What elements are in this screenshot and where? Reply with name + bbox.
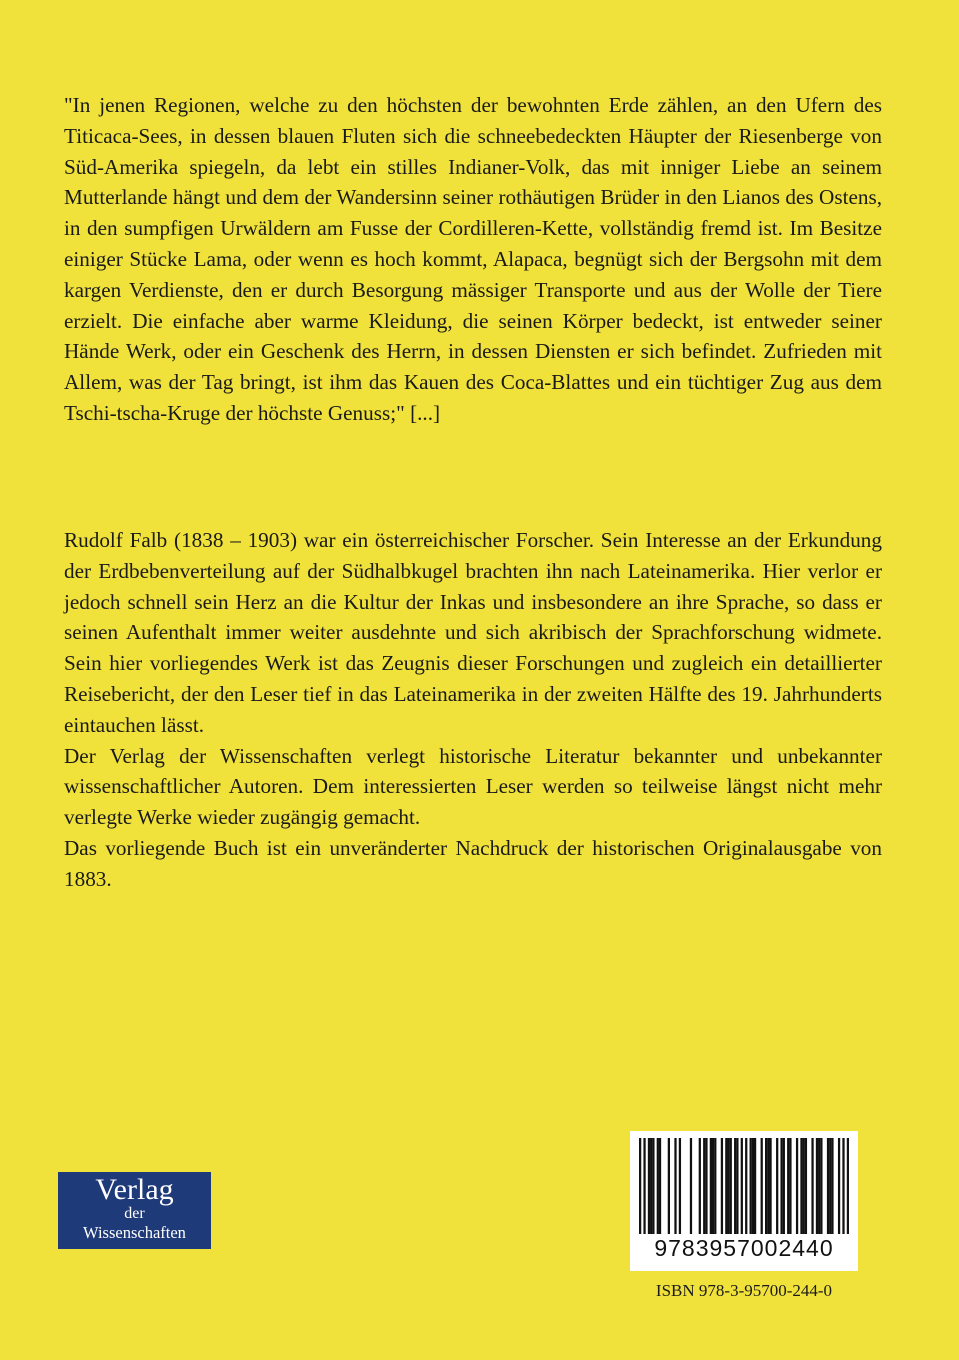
- publisher-logo: [58, 1172, 211, 1249]
- author-description: Rudolf Falb (1838 – 1903) war ein österreichischer Forscher. Sein Interesse an der Erkundung der Erdbebenverteilung auf der Südhalbkugel brachten ihn nach Lateinamerika. Hier verlor er jedoch schnell sein Herz an die Kultur der Inkas und insbesondere an ihre Sprache, so dass er seinen Aufenthalt immer weiter ausdehnte und sich akribisch der Sprachforschung widmete. Sein hier vorliegendes Werk ist das Zeugnis dieser Forschungen und zugleich ein detaillierter Reisebericht, der den Leser tief in das Lateinamerika in der zweiten Hälfte des 19. Jahrhunderts eintauchen lässt.: [64, 528, 882, 737]
- barcode-digits: 9783957002440: [654, 1235, 834, 1261]
- barcode-bar: [820, 1138, 822, 1234]
- barcode-bar: [674, 1138, 676, 1234]
- barcode-bar: [789, 1138, 791, 1234]
- barcode-bar: [831, 1138, 833, 1234]
- barcode-bar: [652, 1138, 654, 1234]
- barcode-bar: [787, 1138, 789, 1234]
- barcode-bar: [725, 1138, 727, 1234]
- barcode-bar: [752, 1138, 754, 1234]
- barcode-bar: [699, 1138, 701, 1234]
- barcode-bar: [750, 1138, 752, 1234]
- barcode-bar: [800, 1138, 802, 1234]
- barcode-bar: [734, 1138, 736, 1234]
- barcode-bar: [838, 1138, 840, 1234]
- reprint-note: Das vorliegende Buch ist ein unveränderter Nachdruck der historischen Originalausgabe von 1883.: [64, 835, 882, 891]
- barcode-bar: [796, 1138, 798, 1234]
- barcode-bar: [745, 1138, 747, 1234]
- logo-line-der: der: [124, 1205, 145, 1222]
- barcode-bar: [811, 1138, 813, 1234]
- description-block: [64, 525, 882, 895]
- barcode-bar: [714, 1138, 716, 1234]
- barcode-bar: [650, 1138, 652, 1234]
- barcode-bar: [721, 1138, 723, 1234]
- barcode-bar: [783, 1138, 785, 1234]
- barcode-bar: [639, 1138, 641, 1234]
- barcode-bar: [818, 1138, 820, 1234]
- barcode-bars: [639, 1138, 849, 1234]
- barcode-bar: [659, 1138, 661, 1234]
- publisher-note: Der Verlag der Wissenschaften verlegt historische Literatur bekannter und unbekannter wissenschaftlicher Autoren. Dem interessierten Leser werden so teilweise längst nicht mehr verlegte Werke wieder zugängig gemacht.: [64, 743, 882, 830]
- barcode-bar: [727, 1138, 729, 1234]
- barcode-bar: [780, 1138, 782, 1234]
- barcode-bar: [657, 1138, 659, 1234]
- barcode-bar: [703, 1138, 705, 1234]
- barcode-bar: [769, 1138, 771, 1234]
- logo-line-wissenschaften: Wissenschaften: [83, 1223, 186, 1242]
- barcode-bar: [829, 1138, 831, 1234]
- barcode-bar: [816, 1138, 818, 1234]
- barcode-bar: [827, 1138, 829, 1234]
- isbn-label: ISBN 978-3-95700-244-0: [655, 1281, 833, 1300]
- barcode-bar: [690, 1138, 692, 1234]
- barcode-bar: [842, 1138, 844, 1234]
- barcode-bar: [803, 1138, 805, 1234]
- barcode-bar: [648, 1138, 650, 1234]
- barcode-bar: [741, 1138, 743, 1234]
- barcode-bar: [847, 1138, 849, 1234]
- barcode-bar: [730, 1138, 732, 1234]
- barcode-bar: [767, 1138, 769, 1234]
- barcode-bar: [754, 1138, 756, 1234]
- barcode-bar: [761, 1138, 763, 1234]
- barcode-bar: [736, 1138, 738, 1234]
- barcode-bar: [679, 1138, 681, 1234]
- barcode: [630, 1131, 858, 1271]
- barcode-bar: [705, 1138, 707, 1234]
- barcode-bar: [668, 1138, 670, 1234]
- logo-line-verlag: Verlag: [95, 1173, 174, 1206]
- barcode-bar: [805, 1138, 807, 1234]
- barcode-bar: [643, 1138, 645, 1234]
- barcode-bar: [765, 1138, 767, 1234]
- quote-block: [64, 90, 882, 429]
- quote-text: "In jenen Regionen, welche zu den höchsten der bewohnten Erde zählen, an den Ufern des Titicaca-Sees, in dessen blauen Fluten sich die schneebedeckten Häupter der Riesenberge von Süd-Amerika spiegeln, da lebt ein stilles Indianer-Volk, das mit inniger Liebe an seinem Mutterlande hängt und dem der Wandersinn seiner rothäutigen Brüder in den Lianos des Ostens, in den sumpfigen Urwäldern am Fusse der Cordilleren-Kette, vollständig fremd ist. Im Besitze einiger Stücke Lama, oder wenn es hoch kommt, Alapaca, begnügt sich der Bergsohn mit dem kargen Verdienste, den er durch Besorgung mässiger Transporte und aus der Wolle der Tiere erzielt. Die einfache aber warme Kleidung, die seinen Körper bedeckt, ist entweder seiner Hände Werk, oder ein Geschenk des Herrn, in dessen Diensten er sich befindet. Zufrieden mit Allem, was der Tag bringt, ist ihm das Kauen des Coca-Blattes und ein tüchtiger Zug aus dem Tschi-tscha-Kruge der höchste Genuss;" [...]: [64, 93, 882, 425]
- barcode-bar: [710, 1138, 712, 1234]
- barcode-bar: [776, 1138, 778, 1234]
- barcode-bar: [712, 1138, 714, 1234]
